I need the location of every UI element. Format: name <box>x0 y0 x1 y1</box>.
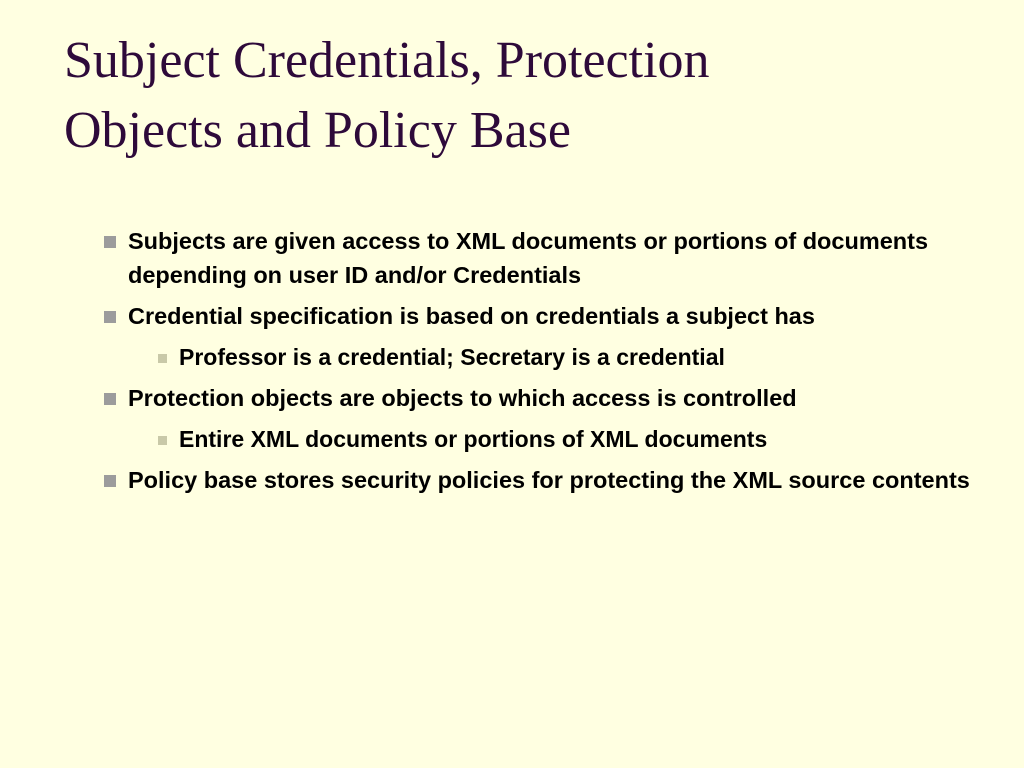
bullet-item-credential-spec <box>100 299 980 333</box>
bullet-text: Subjects are given access to XML documents or portions of documents depending on user ID and/or Credentials <box>128 228 929 288</box>
bullet-item-policy-base <box>100 463 980 497</box>
small-square-bullet-icon <box>158 354 167 363</box>
bullet-text: Entire XML documents or portions of XML documents <box>179 426 768 452</box>
sub-bullet-item-entire-xml <box>100 422 980 456</box>
bullet-text: Professor is a credential; Secretary is a credential <box>179 344 725 370</box>
square-bullet-icon <box>104 393 116 405</box>
slide-title-line-1: Subject Credentials, Protection <box>64 32 710 89</box>
bullet-item-subjects <box>100 224 980 292</box>
small-square-bullet-icon <box>158 436 167 445</box>
bullet-item-protection-objects <box>100 381 980 415</box>
square-bullet-icon <box>104 311 116 323</box>
square-bullet-icon <box>104 236 116 248</box>
square-bullet-icon <box>104 475 116 487</box>
slide-title-line-2: Objects and Policy Base <box>64 102 571 159</box>
slide-title <box>64 26 964 166</box>
bullet-text: Policy base stores security policies for protecting the XML source contents <box>128 467 970 493</box>
sub-bullet-item-professor <box>100 340 980 374</box>
bullet-text: Credential specification is based on credentials a subject has <box>128 303 815 329</box>
bullet-text: Protection objects are objects to which access is controlled <box>128 385 797 411</box>
bullet-list <box>100 224 980 504</box>
